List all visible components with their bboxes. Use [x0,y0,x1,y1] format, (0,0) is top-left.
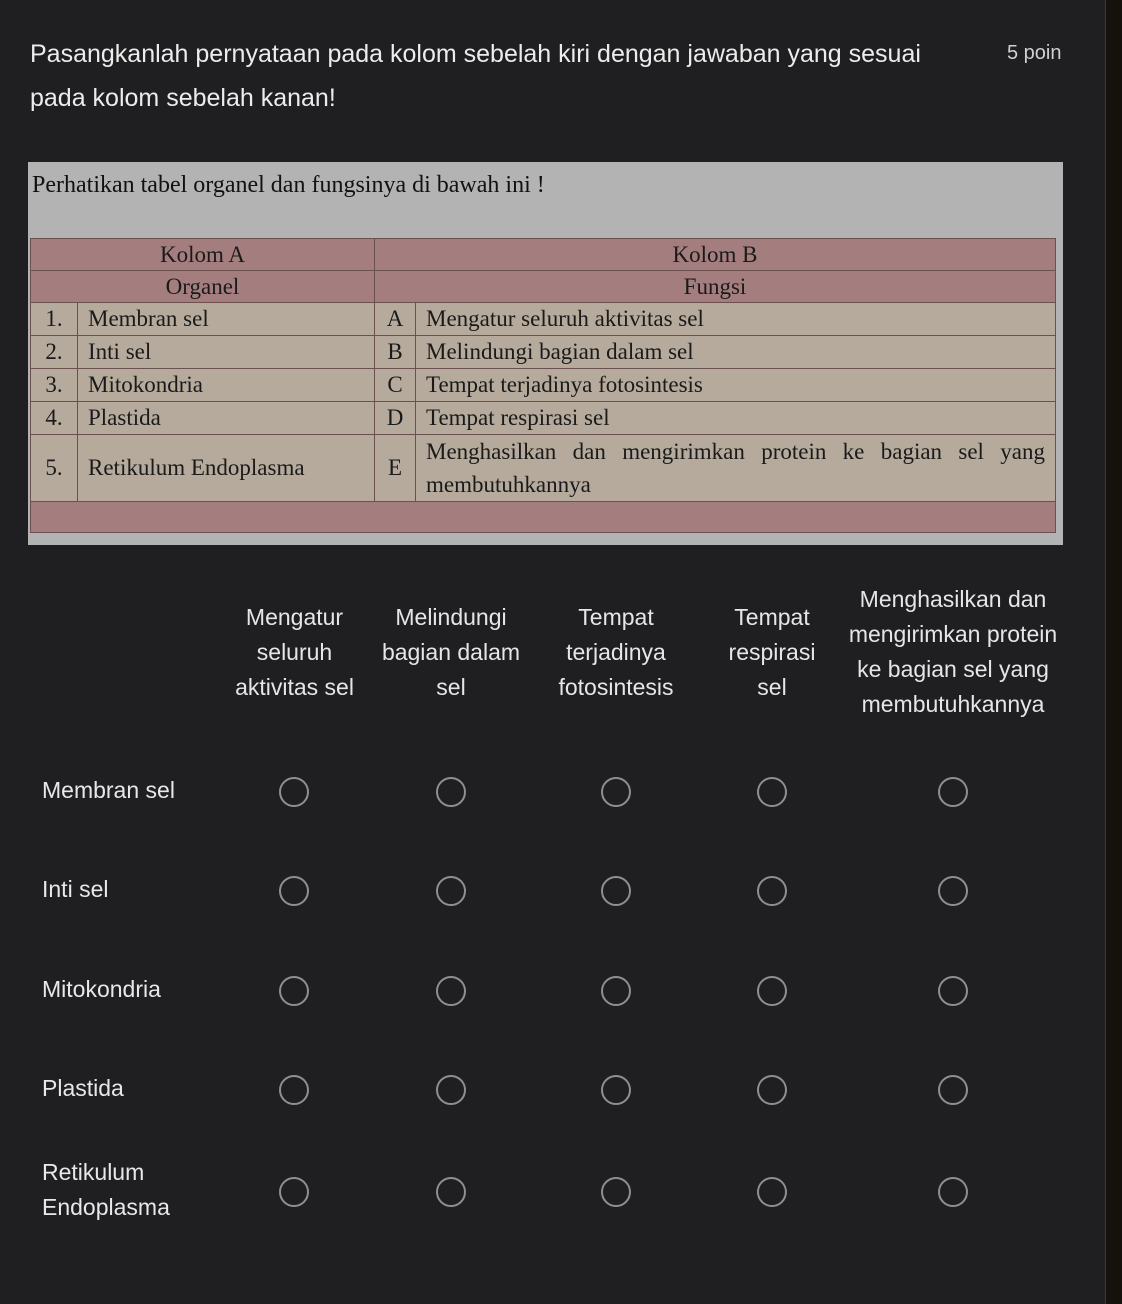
radio-option[interactable] [938,876,968,906]
fungsi-cell: Melindungi bagian dalam sel [416,336,1056,369]
letter-cell: C [375,369,416,402]
column-header: Tempat respirasi sel [728,603,816,700]
radio-option[interactable] [279,1075,309,1105]
radio-option[interactable] [601,1177,631,1207]
radio-option[interactable] [279,777,309,807]
column-header: Tempat terjadinya fotosintesis [558,603,674,700]
radio-option[interactable] [757,777,787,807]
radio-option[interactable] [938,1177,968,1207]
fungsi-cell: Tempat respirasi sel [416,402,1056,435]
row-label: Inti sel [42,876,109,902]
radio-option[interactable] [436,1075,466,1105]
row-label: Plastida [42,1075,124,1101]
fungsi-cell: Mengatur seluruh aktivitas sel [416,303,1056,336]
radio-option[interactable] [601,1075,631,1105]
row-number: 5. [31,435,78,502]
radio-option[interactable] [601,777,631,807]
radio-option[interactable] [279,976,309,1006]
header-kolom-a: Kolom A [31,239,375,271]
row-number: 4. [31,402,78,435]
radio-option[interactable] [757,1177,787,1207]
column-header: Mengatur seluruh aktivitas sel [235,603,354,700]
organel-cell: Mitokondria [78,369,375,402]
organel-cell: Membran sel [78,303,375,336]
organel-cell: Plastida [78,402,375,435]
points-label: 5 poin [1007,42,1062,64]
row-label: Mitokondria [42,976,161,1002]
radio-option[interactable] [436,777,466,807]
radio-option[interactable] [601,976,631,1006]
question-title: Pasangkanlah pernyataan pada kolom sebelah kiri dengan jawaban yang sesuai pada kolom sebelah kanan! [30,40,921,112]
row-number: 2. [31,336,78,369]
letter-cell: A [375,303,416,336]
radio-option[interactable] [279,876,309,906]
image-caption: Perhatikan tabel organel dan fungsinya di bawah ini ! [32,172,545,198]
organel-cell: Retikulum Endoplasma [78,435,375,502]
table-empty-row [31,502,1056,533]
row-label: Membran sel [42,777,175,803]
letter-cell: E [375,435,416,502]
row-label: Retikulum Endoplasma [42,1159,170,1220]
radio-option[interactable] [436,876,466,906]
question-image [28,162,1063,545]
table-header-row [31,239,1056,271]
fungsi-cell: Tempat terjadinya fotosintesis [416,369,1056,402]
radio-option[interactable] [938,976,968,1006]
table-row [31,402,1056,435]
radio-option[interactable] [601,876,631,906]
table-subheader-row [31,271,1056,303]
table-row [31,435,1056,502]
header-kolom-b: Kolom B [375,239,1056,271]
organel-table [30,238,1056,533]
header-fungsi: Fungsi [375,271,1056,303]
row-number: 3. [31,369,78,402]
header-organel: Organel [31,271,375,303]
column-header: Melindungi bagian dalam sel [381,603,521,700]
radio-option[interactable] [757,876,787,906]
organel-cell: Inti sel [78,336,375,369]
fungsi-cell: Menghasilkan dan mengirimkan protein ke bagian sel yang membutuhkannya [416,435,1056,502]
radio-option[interactable] [757,976,787,1006]
right-edge-panel [1105,0,1122,1304]
table-row [31,369,1056,402]
table-row [31,336,1056,369]
letter-cell: D [375,402,416,435]
radio-option[interactable] [938,1075,968,1105]
row-number: 1. [31,303,78,336]
column-header: Menghasilkan dan mengirimkan protein ke bagian sel yang membutuhkannya [848,586,1058,717]
table-row [31,303,1056,336]
radio-option[interactable] [436,1177,466,1207]
radio-option[interactable] [436,976,466,1006]
radio-option[interactable] [279,1177,309,1207]
radio-option[interactable] [938,777,968,807]
radio-option[interactable] [757,1075,787,1105]
letter-cell: B [375,336,416,369]
